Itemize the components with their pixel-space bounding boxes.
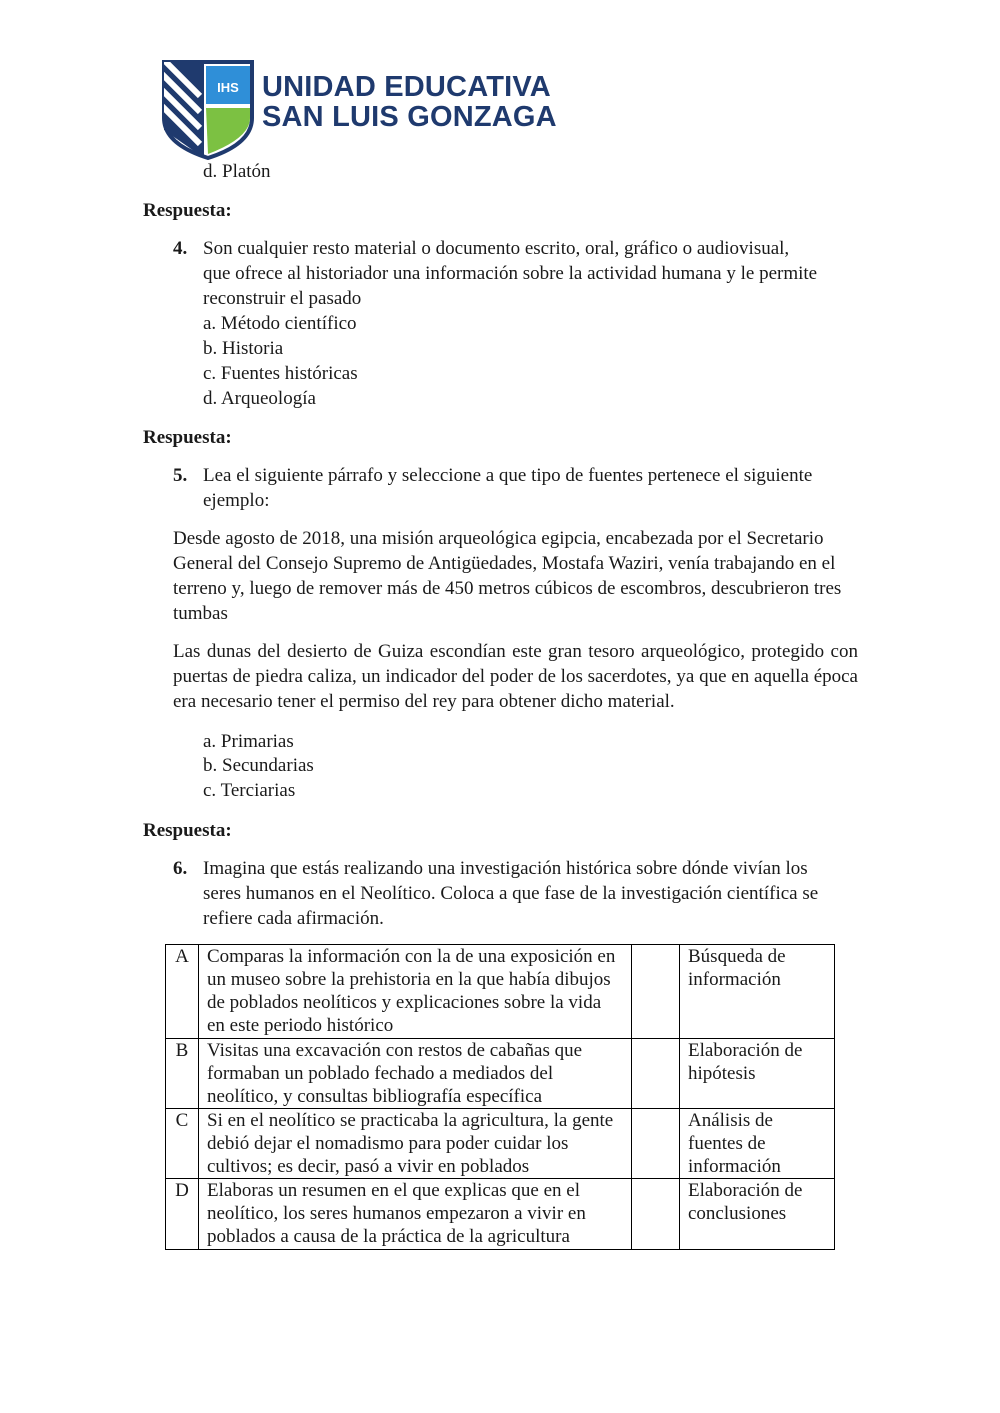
row-answer-cell[interactable] (632, 1179, 680, 1250)
school-crest-icon (160, 60, 256, 160)
row-statement: Si en el neolítico se practicaba la agricultura, la gente debió dejar el nomadismo para poder cuidar los cultivos; es decir, pasó a vivir en poblados (199, 1109, 632, 1179)
q5-paragraph-2: Las dunas del desierto de Guiza escondían este gran tesoro arqueológico, protegido con puertas de piedra caliza, un indicador del poder de los sacerdotes, ya que en aquella época era necesario tener el permiso del rey para obtener dicho material. (173, 641, 858, 712)
q6-text-line: refiere cada afirmación. (203, 908, 384, 929)
q5-option-c: c. Terciarias (203, 780, 296, 801)
q4-option-a: a. Método científico (203, 313, 357, 334)
row-phase: Elaboración de hipótesis (680, 1039, 835, 1109)
row-statement: Comparas la información con la de una exposición en un museo sobre la prehistoria en la que había dibujos de poblados neolíticos y explicaciones sobre la vida en este periodo histórico (199, 945, 632, 1039)
row-phase: Elaboración de conclusiones (680, 1179, 835, 1250)
q4-text-line: reconstruir el pasado (203, 288, 362, 309)
table-row (166, 1179, 835, 1250)
row-phase: Búsqueda de información (680, 945, 835, 1039)
q6-text-line: Imagina que estás realizando una investigación histórica sobre dónde vivían los (203, 858, 808, 879)
q5-paragraph-1: Desde agosto de 2018, una misión arqueológica egipcia, encabezada por el Secretario General del Consejo Supremo de Antigüedades, Mostafa Waziri, venía trabajando en el terreno y, luego de remover más de 450 metros cúbicos de escombros, descubrieron tres tumbas (173, 528, 842, 624)
row-letter: A (166, 945, 199, 1039)
table-row (166, 945, 835, 1039)
row-statement: Visitas una excavación con restos de cabañas que formaban un poblado fechado a mediados del neolítico, y consultas bibliografía específica (199, 1039, 632, 1109)
q5-text-line: Lea el siguiente párrafo y seleccione a que tipo de fuentes pertenece el siguiente (203, 465, 813, 486)
svg-text:IHS: IHS (217, 80, 239, 95)
school-name-line1: UNIDAD EDUCATIVA (262, 71, 551, 103)
q4-text-line: Son cualquier resto material o documento escrito, oral, gráfico o audiovisual, (203, 238, 790, 259)
row-answer-cell[interactable] (632, 945, 680, 1039)
q3-option-d: d. Platón (203, 161, 271, 182)
answer-label-q4: Respuesta: (143, 427, 232, 448)
q4-text-line: que ofrece al historiador una información sobre la actividad humana y le permite (203, 263, 818, 284)
q4-number: 4. (173, 238, 188, 259)
row-answer-cell[interactable] (632, 1109, 680, 1179)
table-row (166, 1039, 835, 1109)
school-name (262, 72, 557, 132)
q5-option-b: b. Secundarias (203, 755, 314, 776)
q6-text-line: seres humanos en el Neolítico. Coloca a que fase de la investigación científica se (203, 883, 819, 904)
row-answer-cell[interactable] (632, 1039, 680, 1109)
q5-option-a: a. Primarias (203, 731, 294, 752)
row-statement: Elaboras un resumen en el que explicas que en el neolítico, los seres humanos empezaron a vivir en poblados a causa de la práctica de la agricultura (199, 1179, 632, 1250)
row-letter: B (166, 1039, 199, 1109)
answer-label-q3: Respuesta: (143, 200, 232, 221)
q4-option-d: d. Arqueología (203, 388, 316, 409)
phases-table (165, 944, 835, 1250)
q6-number: 6. (173, 858, 188, 879)
q4-option-b: b. Historia (203, 338, 284, 359)
row-letter: D (166, 1179, 199, 1250)
answer-label-q5: Respuesta: (143, 820, 232, 841)
school-header (160, 60, 580, 160)
row-phase: Análisis de fuentes de información (680, 1109, 835, 1179)
q5-number: 5. (173, 465, 188, 486)
table-row (166, 1109, 835, 1179)
q5-text-line: ejemplo: (203, 490, 270, 511)
row-letter: C (166, 1109, 199, 1179)
school-name-line2: SAN LUIS GONZAGA (262, 101, 557, 133)
q4-option-c: c. Fuentes históricas (203, 363, 358, 384)
